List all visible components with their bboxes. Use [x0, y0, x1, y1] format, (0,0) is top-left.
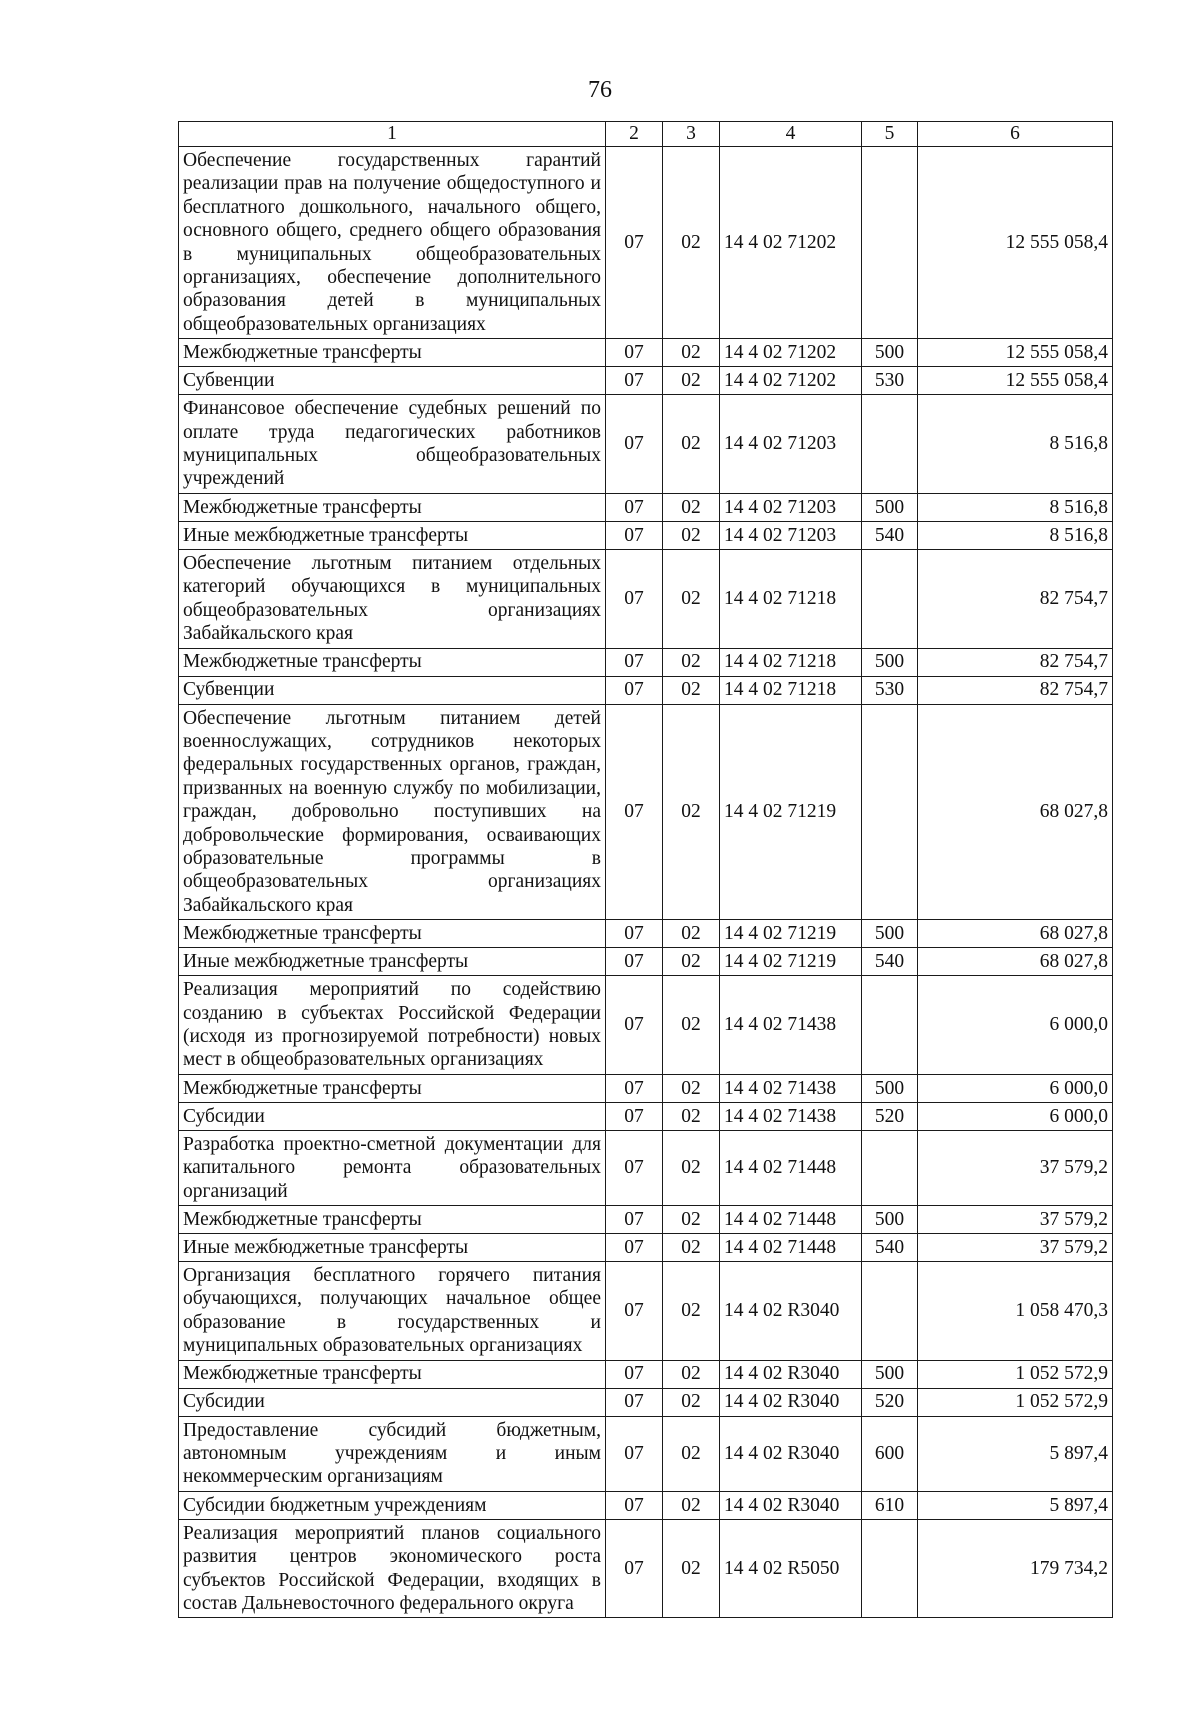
- row-expense-type: 520: [862, 1102, 918, 1130]
- table-row: [179, 704, 1113, 920]
- row-amount: 68 027,8: [918, 704, 1113, 920]
- row-target-code: 14 4 02 71203: [720, 521, 862, 549]
- row-subsection: 02: [663, 1074, 720, 1102]
- row-subsection: 02: [663, 1360, 720, 1388]
- row-target-code: 14 4 02 71448: [720, 1130, 862, 1205]
- row-expense-type: 540: [862, 1234, 918, 1262]
- header-cell: 5: [862, 122, 918, 147]
- table-row: [179, 948, 1113, 976]
- table-row: [179, 395, 1113, 494]
- row-subsection: 02: [663, 704, 720, 920]
- row-name: Финансовое обеспечение судебных решений по оплате труда педагогических работников муниципальных общеобразовательных учреждений: [179, 395, 606, 494]
- row-expense-type: 500: [862, 1360, 918, 1388]
- row-expense-type: 610: [862, 1491, 918, 1519]
- row-name: Межбюджетные трансферты: [179, 1074, 606, 1102]
- row-expense-type: 500: [862, 1206, 918, 1234]
- row-expense-type: [862, 976, 918, 1075]
- header-cell: 6: [918, 122, 1113, 147]
- table-row: [179, 648, 1113, 676]
- row-name: Субвенции: [179, 367, 606, 395]
- row-section: 07: [606, 367, 663, 395]
- row-subsection: 02: [663, 920, 720, 948]
- table-row: [179, 367, 1113, 395]
- row-target-code: 14 4 02 71202: [720, 147, 862, 339]
- row-subsection: 02: [663, 1262, 720, 1361]
- row-amount: 37 579,2: [918, 1234, 1113, 1262]
- table-body: [179, 147, 1113, 1618]
- row-subsection: 02: [663, 1130, 720, 1205]
- row-subsection: 02: [663, 493, 720, 521]
- row-expense-type: [862, 704, 918, 920]
- table-row: [179, 493, 1113, 521]
- header-cell: 3: [663, 122, 720, 147]
- row-section: 07: [606, 948, 663, 976]
- row-section: 07: [606, 1519, 663, 1618]
- row-section: 07: [606, 1360, 663, 1388]
- row-target-code: 14 4 02 71218: [720, 549, 862, 648]
- row-name: Обеспечение государственных гарантий реализации прав на получение общедоступного и бесплатного дошкольного, начального общего, основного общего, среднего общего образования в муниципальных общеобразовательных организациях, обеспечение дополнительного образования детей в муниципальных общеобразовательных организациях: [179, 147, 606, 339]
- table-row: [179, 1262, 1113, 1361]
- row-amount: 12 555 058,4: [918, 339, 1113, 367]
- row-expense-type: 500: [862, 1074, 918, 1102]
- row-amount: 1 052 572,9: [918, 1388, 1113, 1416]
- row-name: Реализация мероприятий планов социального развития центров экономического роста субъектов Российской Федерации, входящих в состав Дальневосточного федерального округа: [179, 1519, 606, 1618]
- row-expense-type: 540: [862, 521, 918, 549]
- row-target-code: 14 4 02 71202: [720, 367, 862, 395]
- row-expense-type: 530: [862, 367, 918, 395]
- row-amount: 179 734,2: [918, 1519, 1113, 1618]
- table-row: [179, 1360, 1113, 1388]
- row-name: Межбюджетные трансферты: [179, 1206, 606, 1234]
- header-cell: 2: [606, 122, 663, 147]
- row-target-code: 14 4 02 R3040: [720, 1491, 862, 1519]
- header-cell: 1: [179, 122, 606, 147]
- row-amount: 1 058 470,3: [918, 1262, 1113, 1361]
- row-name: Обеспечение льготным питанием отдельных категорий обучающихся в муниципальных общеобразовательных организациях Забайкальского края: [179, 549, 606, 648]
- table-row: [179, 1234, 1113, 1262]
- row-section: 07: [606, 1234, 663, 1262]
- row-expense-type: [862, 1519, 918, 1618]
- budget-table: [178, 121, 1113, 1618]
- row-amount: 6 000,0: [918, 976, 1113, 1075]
- row-name: Межбюджетные трансферты: [179, 1360, 606, 1388]
- row-section: 07: [606, 648, 663, 676]
- row-target-code: 14 4 02 71438: [720, 976, 862, 1075]
- row-amount: 68 027,8: [918, 948, 1113, 976]
- row-target-code: 14 4 02 71219: [720, 948, 862, 976]
- row-expense-type: [862, 549, 918, 648]
- row-target-code: 14 4 02 71219: [720, 704, 862, 920]
- row-target-code: 14 4 02 71203: [720, 493, 862, 521]
- row-name: Обеспечение льготным питанием детей военнослужащих, сотрудников некоторых федеральных государственных органов, граждан, призванных на военную службу по мобилизации, граждан, добровольно поступивших на добровольческие формирования, осваивающих образовательные программы в общеобразовательных организациях Забайкальского края: [179, 704, 606, 920]
- row-target-code: 14 4 02 R3040: [720, 1388, 862, 1416]
- row-name: Предоставление субсидий бюджетным, автономным учреждениям и иным некоммерческим организациям: [179, 1416, 606, 1491]
- table-header: [179, 122, 1113, 147]
- row-name: Иные межбюджетные трансферты: [179, 948, 606, 976]
- table-row: [179, 976, 1113, 1075]
- row-section: 07: [606, 1206, 663, 1234]
- row-expense-type: [862, 395, 918, 494]
- row-name: Реализация мероприятий по содействию созданию в субъектах Российской Федерации (исходя из прогнозируемой потребности) новых мест в общеобразовательных организациях: [179, 976, 606, 1075]
- row-name: Субсидии бюджетным учреждениям: [179, 1491, 606, 1519]
- row-name: Межбюджетные трансферты: [179, 648, 606, 676]
- row-name: Организация бесплатного горячего питания обучающихся, получающих начальное общее образование в государственных и муниципальных образовательных организациях: [179, 1262, 606, 1361]
- row-expense-type: 600: [862, 1416, 918, 1491]
- table-row: [179, 1074, 1113, 1102]
- row-expense-type: 520: [862, 1388, 918, 1416]
- row-subsection: 02: [663, 1234, 720, 1262]
- row-subsection: 02: [663, 1206, 720, 1234]
- row-subsection: 02: [663, 339, 720, 367]
- table-row: [179, 676, 1113, 704]
- row-subsection: 02: [663, 1416, 720, 1491]
- row-amount: 12 555 058,4: [918, 367, 1113, 395]
- row-section: 07: [606, 493, 663, 521]
- row-subsection: 02: [663, 367, 720, 395]
- row-subsection: 02: [663, 676, 720, 704]
- header-row: [179, 122, 1113, 147]
- row-section: 07: [606, 549, 663, 648]
- row-section: 07: [606, 1102, 663, 1130]
- table-row: [179, 1206, 1113, 1234]
- row-subsection: 02: [663, 395, 720, 494]
- row-expense-type: [862, 1130, 918, 1205]
- row-amount: 5 897,4: [918, 1491, 1113, 1519]
- row-section: 07: [606, 1388, 663, 1416]
- row-amount: 8 516,8: [918, 395, 1113, 494]
- row-amount: 37 579,2: [918, 1130, 1113, 1205]
- row-section: 07: [606, 704, 663, 920]
- row-amount: 68 027,8: [918, 920, 1113, 948]
- row-name: Межбюджетные трансферты: [179, 920, 606, 948]
- row-name: Иные межбюджетные трансферты: [179, 1234, 606, 1262]
- row-name: Субсидии: [179, 1388, 606, 1416]
- row-expense-type: [862, 1262, 918, 1361]
- row-target-code: 14 4 02 71219: [720, 920, 862, 948]
- row-section: 07: [606, 920, 663, 948]
- row-target-code: 14 4 02 71438: [720, 1102, 862, 1130]
- row-expense-type: 540: [862, 948, 918, 976]
- row-section: 07: [606, 1416, 663, 1491]
- row-target-code: 14 4 02 R3040: [720, 1262, 862, 1361]
- row-subsection: 02: [663, 1388, 720, 1416]
- table-row: [179, 920, 1113, 948]
- row-subsection: 02: [663, 1102, 720, 1130]
- row-expense-type: 530: [862, 676, 918, 704]
- row-target-code: 14 4 02 R3040: [720, 1360, 862, 1388]
- row-subsection: 02: [663, 1519, 720, 1618]
- row-section: 07: [606, 1130, 663, 1205]
- row-section: 07: [606, 1491, 663, 1519]
- page-number: 76: [588, 77, 612, 103]
- row-subsection: 02: [663, 1491, 720, 1519]
- table-row: [179, 147, 1113, 339]
- row-expense-type: [862, 147, 918, 339]
- row-section: 07: [606, 1074, 663, 1102]
- row-amount: 12 555 058,4: [918, 147, 1113, 339]
- row-target-code: 14 4 02 71218: [720, 648, 862, 676]
- row-target-code: 14 4 02 R3040: [720, 1416, 862, 1491]
- table-row: [179, 1388, 1113, 1416]
- row-target-code: 14 4 02 71438: [720, 1074, 862, 1102]
- row-name: Разработка проектно-сметной документации для капитального ремонта образовательных организаций: [179, 1130, 606, 1205]
- row-target-code: 14 4 02 71218: [720, 676, 862, 704]
- row-name: Межбюджетные трансферты: [179, 493, 606, 521]
- row-name: Субвенции: [179, 676, 606, 704]
- row-amount: 6 000,0: [918, 1074, 1113, 1102]
- row-amount: 1 052 572,9: [918, 1360, 1113, 1388]
- row-section: 07: [606, 676, 663, 704]
- row-expense-type: 500: [862, 339, 918, 367]
- row-name: Иные межбюджетные трансферты: [179, 521, 606, 549]
- row-section: 07: [606, 147, 663, 339]
- row-amount: 82 754,7: [918, 676, 1113, 704]
- row-subsection: 02: [663, 976, 720, 1075]
- row-target-code: 14 4 02 R5050: [720, 1519, 862, 1618]
- table-row: [179, 521, 1113, 549]
- row-amount: 37 579,2: [918, 1206, 1113, 1234]
- row-subsection: 02: [663, 648, 720, 676]
- table-row: [179, 1519, 1113, 1618]
- row-section: 07: [606, 976, 663, 1075]
- table-row: [179, 1491, 1113, 1519]
- row-amount: 6 000,0: [918, 1102, 1113, 1130]
- row-expense-type: 500: [862, 920, 918, 948]
- row-section: 07: [606, 339, 663, 367]
- row-name: Субсидии: [179, 1102, 606, 1130]
- row-amount: 8 516,8: [918, 521, 1113, 549]
- row-target-code: 14 4 02 71203: [720, 395, 862, 494]
- table-row: [179, 1130, 1113, 1205]
- row-target-code: 14 4 02 71202: [720, 339, 862, 367]
- row-section: 07: [606, 1262, 663, 1361]
- table-row: [179, 1416, 1113, 1491]
- row-target-code: 14 4 02 71448: [720, 1234, 862, 1262]
- row-subsection: 02: [663, 521, 720, 549]
- row-amount: 82 754,7: [918, 648, 1113, 676]
- row-section: 07: [606, 521, 663, 549]
- row-amount: 8 516,8: [918, 493, 1113, 521]
- row-expense-type: 500: [862, 493, 918, 521]
- row-subsection: 02: [663, 147, 720, 339]
- row-subsection: 02: [663, 549, 720, 648]
- table-row: [179, 1102, 1113, 1130]
- row-section: 07: [606, 395, 663, 494]
- row-subsection: 02: [663, 948, 720, 976]
- table-row: [179, 339, 1113, 367]
- row-target-code: 14 4 02 71448: [720, 1206, 862, 1234]
- row-expense-type: 500: [862, 648, 918, 676]
- row-name: Межбюджетные трансферты: [179, 339, 606, 367]
- row-amount: 5 897,4: [918, 1416, 1113, 1491]
- row-amount: 82 754,7: [918, 549, 1113, 648]
- table-row: [179, 549, 1113, 648]
- header-cell: 4: [720, 122, 862, 147]
